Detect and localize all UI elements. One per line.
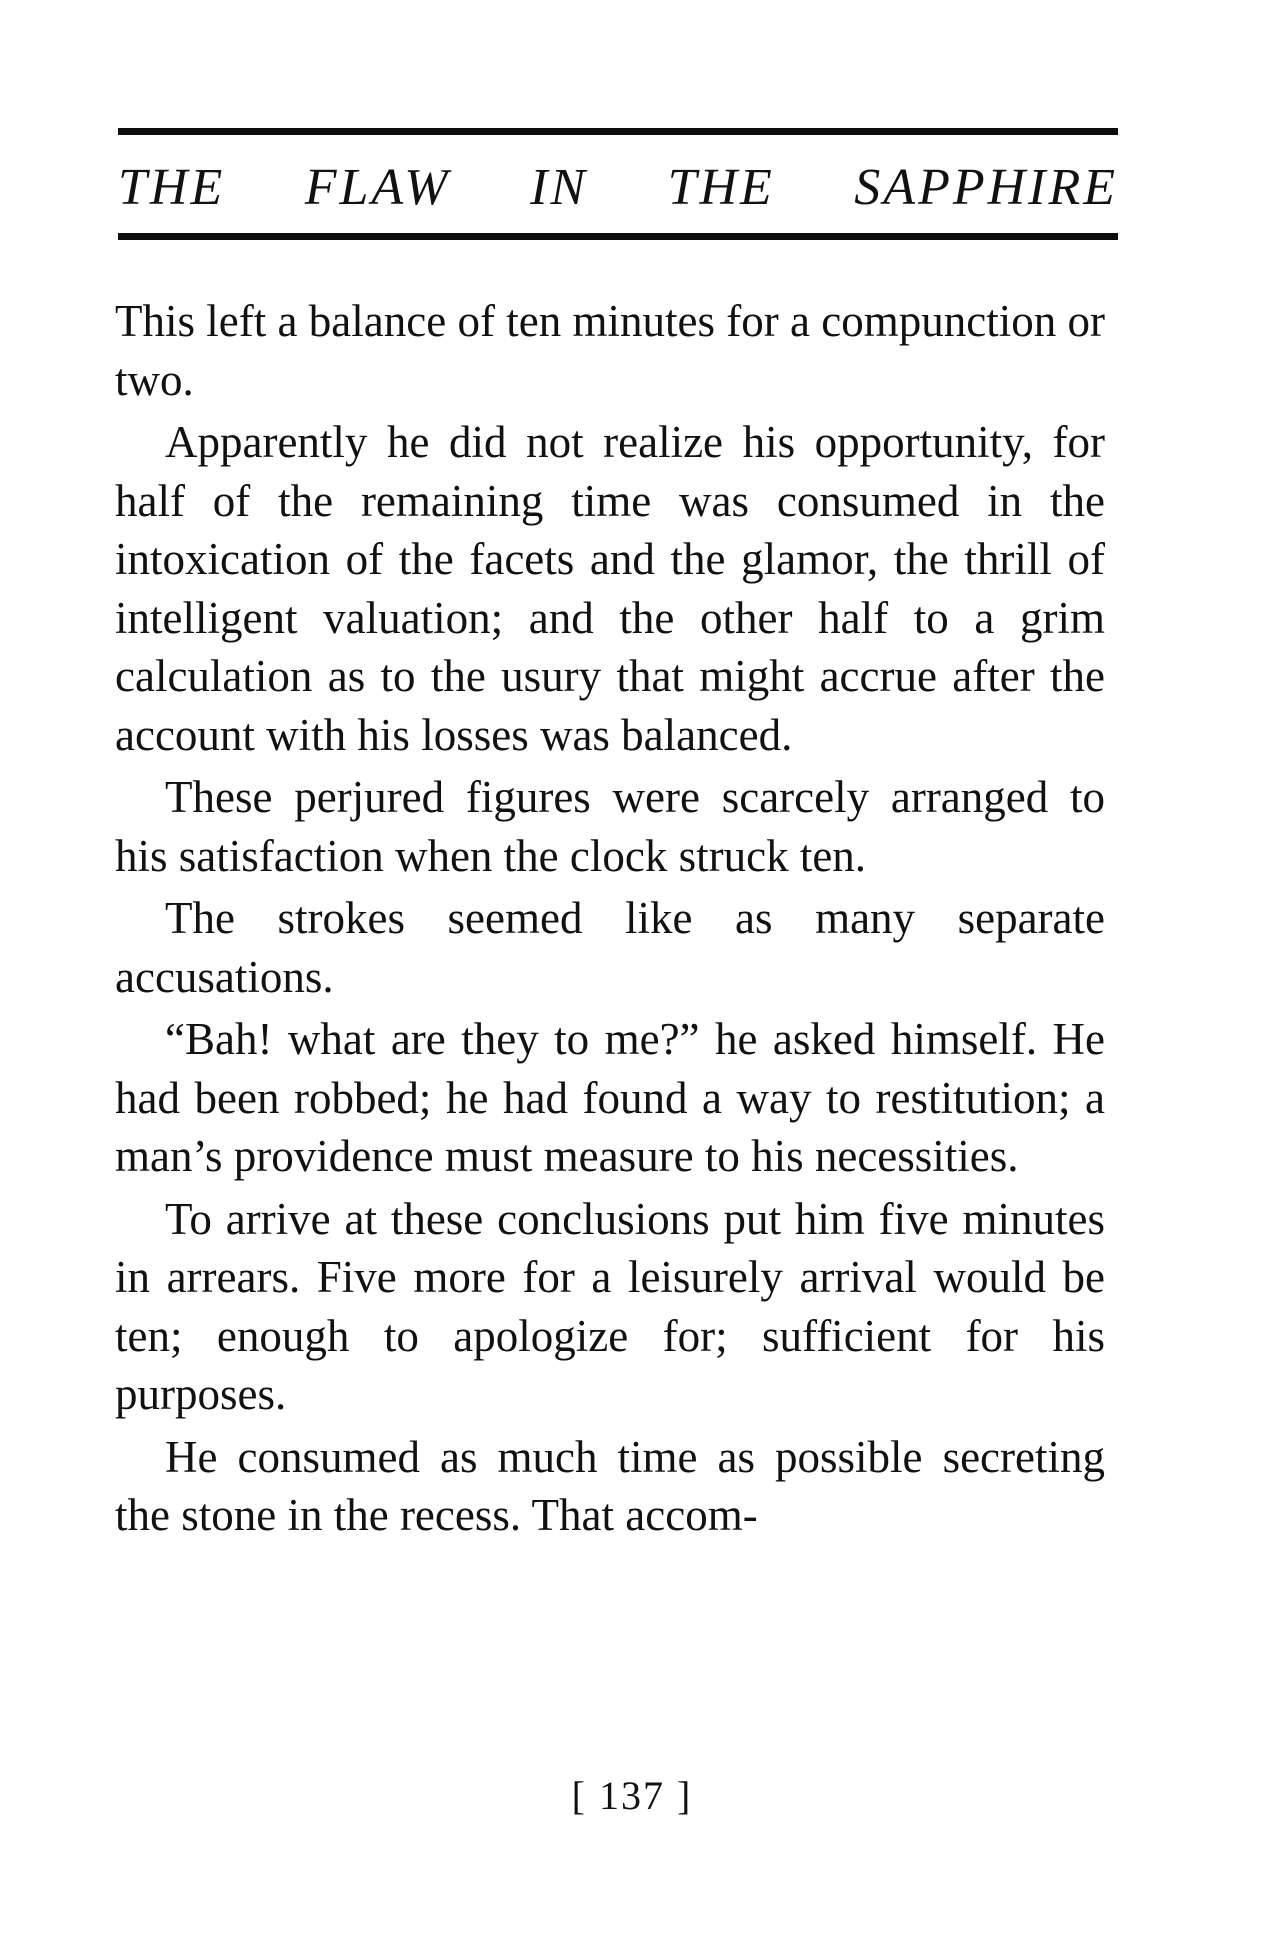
paragraph: He consumed as much time as possible secreting the stone in the recess. That accom-: [115, 1431, 1105, 1540]
paragraph: This left a balance of ten minutes for a compunction or two.: [115, 296, 1105, 405]
running-head: THE FLAW IN THE SAPPHIRE: [118, 159, 1118, 216]
paragraph: Apparently he did not realize his opportunity, for half of the remaining time was consumed in the intoxication of the facets and the glamor, the thrill of intelligent valuation; and the other half to a grim calculation as to the usury that might accrue after the account with his losses was balanced.: [115, 417, 1105, 760]
paragraph: To arrive at these conclusions put him five minutes in arrears. Five more for a leisurely arrival would be ten; enough to apologize for; sufficient for his purposes.: [115, 1193, 1105, 1419]
paragraph: These perjured figures were scarcely arranged to his satisfaction when the clock struck ten.: [115, 772, 1105, 881]
header-bottom-rule: [118, 233, 1118, 240]
paragraph: “Bah! what are they to me?” he asked himself. He had been robbed; he had found a way to restitution; a man’s providence must measure to his necessities.: [115, 1014, 1105, 1181]
header-top-rule: [118, 128, 1118, 135]
body-text: [115, 292, 1105, 1549]
paragraph: The strokes seemed like as many separate accusations.: [115, 893, 1105, 1002]
page-number: [ 137 ]: [571, 1773, 693, 1818]
